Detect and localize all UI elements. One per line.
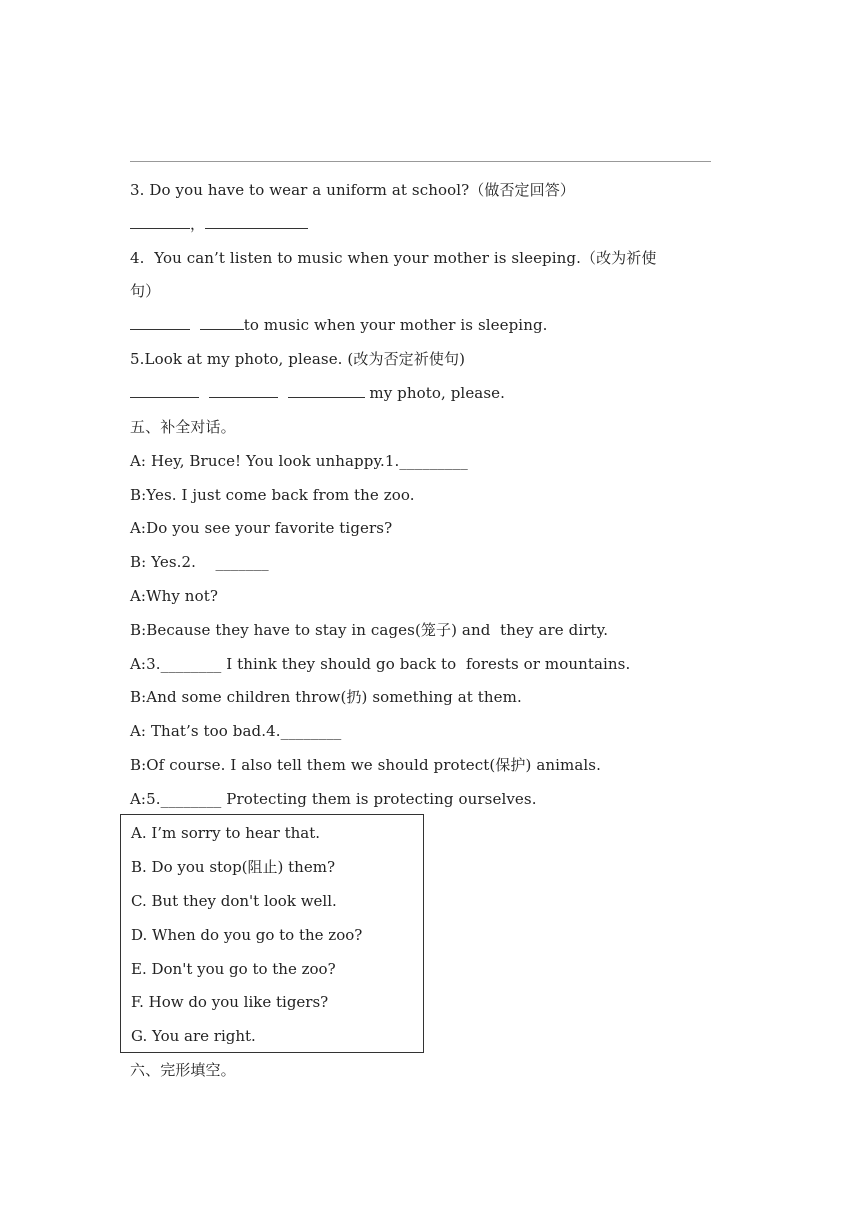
dialogue-line: B: Yes.2. _______ <box>130 553 269 571</box>
question-3-answer-blanks <box>130 214 308 234</box>
option-e: E. Don't you go to the zoo? <box>131 960 336 978</box>
options-box <box>120 814 424 1053</box>
dialogue-line: A:5.________ Protecting them is protecting ourselves. <box>130 790 537 808</box>
question-4-line1: 4. You can’t listen to music when your mother is sleeping.（改为祈使 <box>130 249 657 267</box>
blank <box>209 383 278 398</box>
option-d: D. When do you go to the zoo? <box>131 926 363 944</box>
section-5-heading: 五、补全对话。 <box>130 418 236 436</box>
dialogue-line: B:And some children throw(扔) something at them. <box>130 688 522 706</box>
dialogue-line: A:Do you see your favorite tigers? <box>130 519 393 537</box>
dialogue-line: A: That’s too bad.4.________ <box>130 722 342 740</box>
question-3: 3. Do you have to wear a uniform at school?（做否定回答） <box>130 181 575 199</box>
blank <box>130 315 190 330</box>
question-4-line2: 句） <box>130 282 161 300</box>
option-a: A. I’m sorry to hear that. <box>131 824 321 842</box>
dialogue-line: B:Because they have to stay in cages(笼子) and they are dirty. <box>130 621 609 639</box>
blank <box>288 383 365 398</box>
answer-tail: my photo, please. <box>369 384 505 402</box>
dialogue-line: A:3.________ I think they should go back to forests or mountains. <box>130 655 631 673</box>
option-f: F. How do you like tigers? <box>131 993 329 1011</box>
blank <box>200 315 244 330</box>
question-5-answer <box>130 383 505 403</box>
dialogue-line: B:Of course. I also tell them we should protect(保护) animals. <box>130 756 601 774</box>
blank <box>130 214 190 229</box>
blank <box>205 214 308 229</box>
answer-tail: to music when your mother is sleeping. <box>243 316 548 334</box>
option-b: B. Do you stop(阻止) them? <box>131 858 335 876</box>
dialogue-line: B:Yes. I just come back from the zoo. <box>130 486 415 504</box>
blank <box>130 383 199 398</box>
question-5: 5.Look at my photo, please. (改为否定祈使句) <box>130 350 466 368</box>
option-g: G. You are right. <box>131 1027 256 1045</box>
question-4-answer <box>130 315 548 335</box>
option-c: C. But they don't look well. <box>131 892 337 910</box>
comma: ， <box>190 215 206 233</box>
dialogue-line: A:Why not? <box>130 587 218 605</box>
section-6-heading: 六、完形填空。 <box>130 1061 236 1079</box>
dialogue-line: A: Hey, Bruce! You look unhappy.1._________ <box>130 452 468 470</box>
answer-line-q2 <box>130 161 711 162</box>
